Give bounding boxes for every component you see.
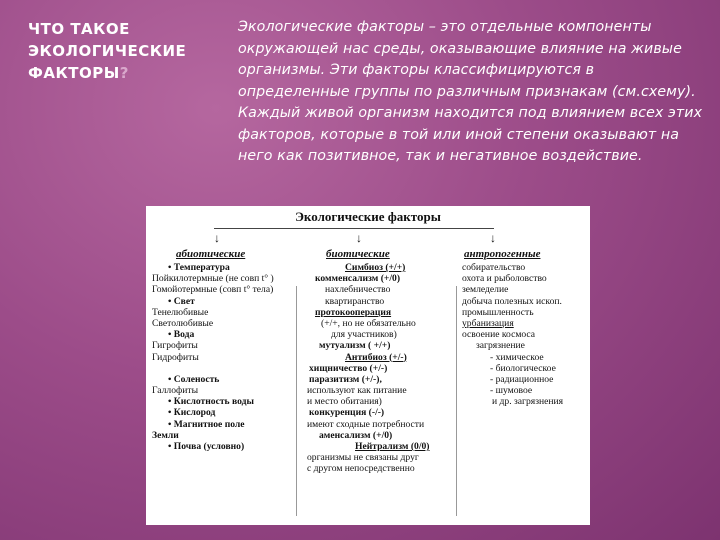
- biotic-item: мутуализм ( +/+): [319, 340, 391, 352]
- slide-title-text: ЧТО ТАКОЕ ЭКОЛОГИЧЕСКИЕ ФАКТОРЫ: [28, 20, 187, 82]
- biotic-item: для участников): [331, 329, 397, 341]
- abiotic-item: • Кислотность воды: [168, 396, 255, 408]
- anthropogenic-column: [462, 262, 563, 407]
- abiotic-item: Гигрофиты: [152, 340, 198, 352]
- biotic-column: [301, 262, 430, 475]
- arrow-down-icon: ↓: [214, 231, 220, 245]
- abiotic-item: Гидрофиты: [152, 351, 199, 363]
- biotic-item: комменсализм (+/0): [315, 273, 401, 285]
- biotic-item: используют как питание: [307, 385, 407, 397]
- biotic-item: (+/+, но не обязательно: [321, 317, 416, 329]
- anthropogenic-item: - биологическое: [490, 362, 556, 374]
- abiotic-item: • Свет: [168, 295, 195, 307]
- biotic-item: организмы не связаны друг: [307, 452, 419, 464]
- anthropogenic-item: освоение космоса: [462, 329, 536, 341]
- abiotic-item: • Соленость: [168, 373, 220, 385]
- arrow-down-icon: ↓: [490, 231, 496, 245]
- ecological-factors-scheme: [146, 206, 590, 525]
- abiotic-item: • Вода: [168, 329, 195, 341]
- abiotic-item: • Почва (условно): [168, 441, 245, 452]
- biotic-item: протокооперация: [315, 306, 392, 318]
- abiotic-item: Тенелюбивые: [152, 306, 209, 318]
- anthropogenic-item: промышленность: [462, 306, 534, 318]
- intro-paragraph: Экологические факторы – это отдельные компоненты окружающей нас среды, оказывающие влияние на живые организмы. Эти факторы классифицируются в определенные группы по различным признакам (см.схему). Каждый живой организм находится под влиянием всех этих факторов, которые в той или иной степени оказывают на него как позитивное, так и негативное воздействие.: [238, 19, 703, 164]
- anthropogenic-item: - шумовое: [490, 385, 533, 397]
- biotic-item: Нейтрализм (0/0): [355, 441, 430, 452]
- biotic-item: квартиранство: [325, 295, 385, 307]
- abiotic-item: Земли: [152, 429, 179, 441]
- anthropogenic-item: добыча полезных ископ.: [462, 295, 562, 307]
- scheme-title: Экологические факторы: [295, 209, 441, 224]
- abiotic-item: • Кислород: [168, 407, 216, 419]
- biotic-item: нахлебничество: [325, 284, 391, 296]
- column-divider: [296, 286, 297, 516]
- biotic-item: конкуренция (-/-): [309, 407, 385, 419]
- biotic-item: с другом непосредственно: [307, 463, 415, 475]
- biotic-item: аменсализм (+/0): [319, 429, 393, 441]
- biotic-item: Антибиоз (+/-): [345, 351, 407, 363]
- anthropogenic-item: земледелие: [462, 284, 509, 296]
- question-mark: ?: [119, 64, 129, 82]
- abiotic-item: Пойкилотермные (не совп t° ): [152, 273, 274, 285]
- biotic-item: паразитизм (+/-),: [309, 373, 382, 385]
- biotic-item: хищничество (+/-): [309, 362, 388, 374]
- abiotic-item: • Магнитное поле: [168, 418, 245, 430]
- abiotic-item: Светолюбивые: [152, 317, 214, 329]
- abiotic-item: [152, 363, 274, 374]
- arrow-down-icon: ↓: [356, 231, 362, 245]
- slide-title: [28, 18, 228, 84]
- abiotic-item: Гомойотермные (совп t° тела): [152, 284, 274, 296]
- abiotic-column: [152, 262, 274, 452]
- anthropogenic-item: и др. загрязнения: [492, 396, 564, 408]
- anthropogenic-item: собирательство: [462, 262, 526, 273]
- header-abiotic: абиотические: [176, 248, 246, 260]
- abiotic-item: Галлофиты: [152, 385, 199, 397]
- abiotic-item: • Температура: [168, 262, 230, 273]
- anthropogenic-item: охота и рыболовство: [462, 273, 547, 285]
- header-anthropogenic: антропогенные: [464, 248, 541, 260]
- biotic-item: и место обитания): [307, 396, 382, 408]
- biotic-item: Симбиоз (+/+): [345, 262, 406, 273]
- biotic-item: имеют сходные потребности: [307, 418, 425, 430]
- scheme-branch-line: [214, 228, 494, 229]
- header-biotic: биотические: [326, 248, 390, 260]
- anthropogenic-item: - радиационное: [490, 373, 554, 385]
- anthropogenic-item: урбанизация: [462, 317, 514, 329]
- anthropogenic-item: - химическое: [490, 351, 544, 363]
- anthropogenic-item: загрязнение: [476, 340, 525, 352]
- column-divider: [456, 286, 457, 516]
